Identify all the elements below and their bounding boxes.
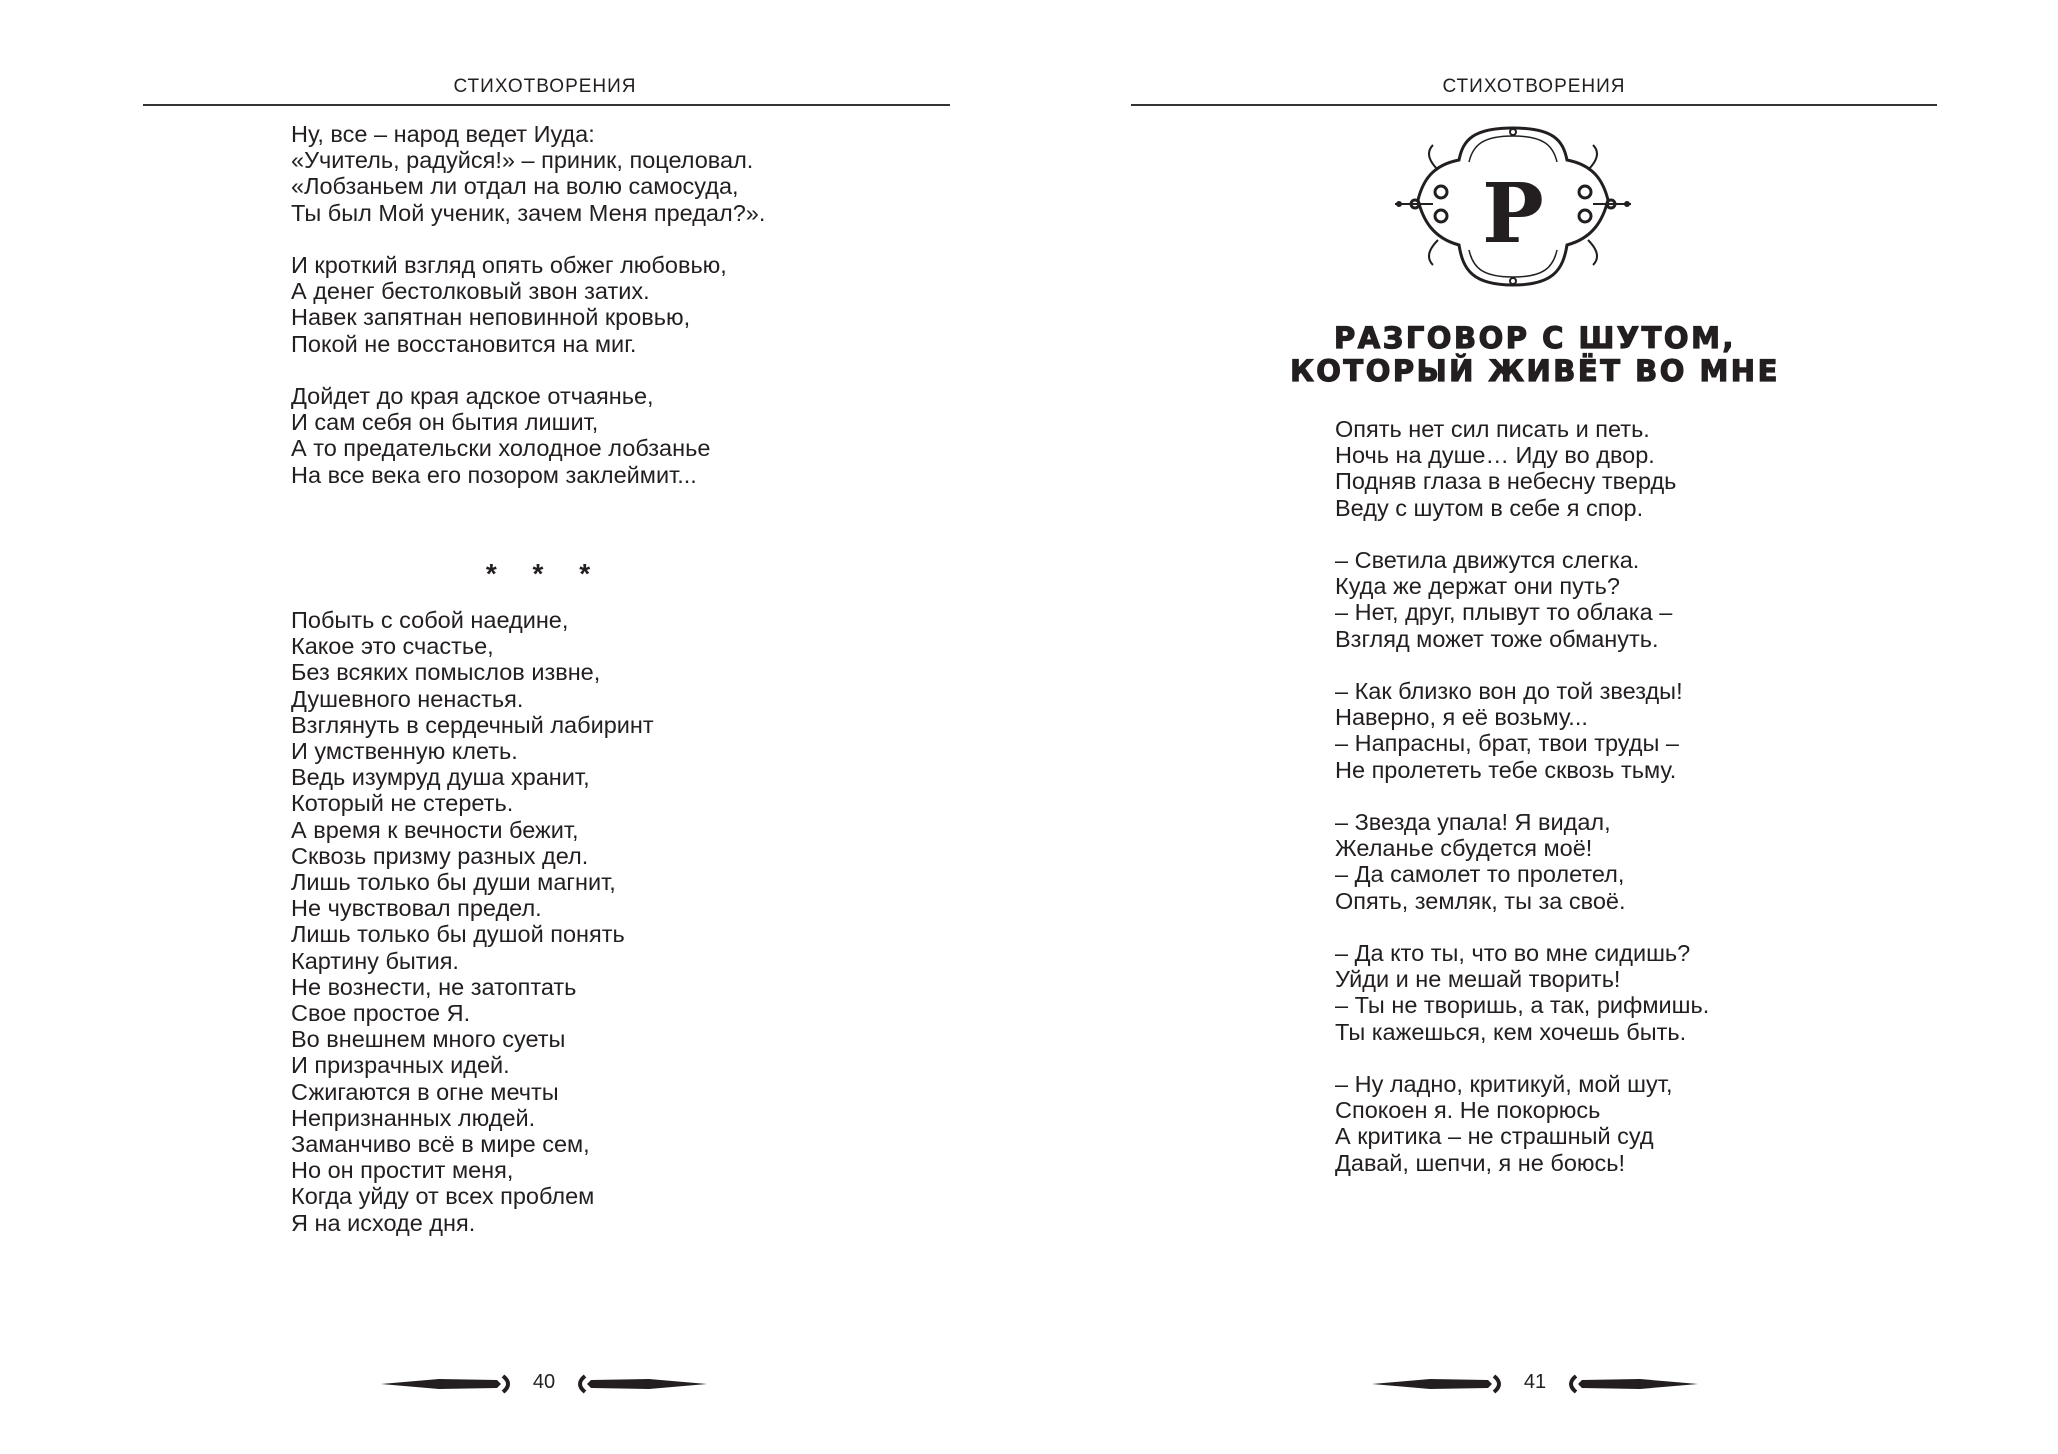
verse-line: На все века его позором заклеймит...	[291, 461, 697, 488]
verse-line: И умственную клеть.	[291, 738, 518, 765]
verse-line: Навек запятнан неповинной кровью,	[291, 304, 691, 331]
verse-line: Опять нет сил писать и петь.	[1335, 416, 1650, 442]
verse-line: Подняв глаза в небесну твердь	[1335, 468, 1677, 495]
ornamental-frame-icon	[1393, 120, 1633, 295]
verse-line: И призрачных идей.	[291, 1052, 510, 1079]
stanza	[1335, 1071, 1709, 1176]
verse-line: – Звезда упала! Я видал,	[1335, 809, 1611, 835]
verse-line: Душевного ненастья.	[291, 685, 524, 712]
verse-line: Взглянуть в сердечный лабиринт	[291, 711, 654, 738]
verse-line: А критика – не страшный суд	[1335, 1123, 1654, 1150]
verse-line: Не пролететь тебе сквозь тьму.	[1335, 756, 1677, 783]
verse-line: Спокоен я. Не покорюсь	[1335, 1097, 1601, 1124]
verse-line: Когда уйду от всех проблем	[291, 1183, 595, 1210]
poem-alone	[291, 607, 654, 1236]
verse-line: Заманчиво всё в мире сем,	[291, 1131, 590, 1158]
verse-line: Картину бытия.	[291, 947, 459, 974]
verse-line: Непризнанных людей.	[291, 1104, 536, 1131]
verse-line: Побыть с собой наедине,	[291, 607, 569, 633]
verse-line: Дойдет до края адское отчаянье,	[291, 383, 654, 409]
verse-line: Покой не восстановится на миг.	[291, 330, 637, 357]
page-number: 41	[1523, 1371, 1547, 1393]
header-rule-left	[143, 104, 950, 106]
verse-line: Не чувствовал предел.	[291, 895, 542, 922]
verse-line: Ну, все – народ ведет Иуда:	[291, 121, 595, 147]
stanza	[291, 607, 654, 1236]
header-rule-right	[1131, 104, 1937, 106]
verse-line: Ведь изумруд душа хранит,	[291, 764, 590, 791]
verse-line: Ты был Мой ученик, зачем Меня предал?».	[291, 199, 766, 226]
verse-line: А то предательски холодное лобзанье	[291, 435, 711, 462]
verse-line: Лишь только бы души магнит,	[291, 869, 616, 896]
page-number: 40	[532, 1371, 556, 1393]
verse-line: Сжигаются в огне мечты	[291, 1078, 559, 1105]
verse-line: Веду с шутом в себе я спор.	[1335, 494, 1644, 521]
verse-line: Взгляд может тоже обмануть.	[1335, 625, 1659, 652]
verse-line: Лишь только бы душой понять	[291, 921, 625, 948]
verse-line: И сам себя он бытия лишит,	[291, 409, 599, 436]
stanza	[291, 383, 765, 488]
verse-line: Не вознести, не затоптать	[291, 973, 577, 1000]
verse-line: «Учитель, радуйся!» – приник, поцеловал.	[291, 147, 754, 174]
page-footer-right	[1370, 1366, 1700, 1402]
page-footer-left	[379, 1366, 709, 1402]
verse-line: Сквозь призму разных дел.	[291, 842, 589, 869]
verse-line: Свое простое Я.	[291, 1000, 471, 1027]
verse-line: – Нет, друг, плывут то облака –	[1335, 599, 1673, 626]
verse-line: – Как близко вон до той звезды!	[1335, 678, 1683, 704]
verse-line: Но он простит меня,	[291, 1157, 514, 1184]
verse-line: Опять, земляк, ты за своё.	[1335, 887, 1626, 914]
verse-line: – Да кто ты, что во мне сидишь?	[1335, 940, 1691, 966]
verse-line: Какое это счастье,	[291, 633, 494, 660]
verse-line: – Да самолет то пролетел,	[1335, 861, 1625, 888]
drop-cap-letter: Р	[1482, 166, 1544, 262]
verse-line: И кроткий взгляд опять обжег любовью,	[291, 252, 727, 278]
stanza	[291, 121, 765, 226]
running-head-left: СТИХОТВОРЕНИЯ	[453, 76, 637, 97]
verse-line: Наверно, я её возьму...	[1335, 704, 1588, 731]
verse-line: – Ты не творишь, а так, рифмишь.	[1335, 992, 1710, 1019]
verse-line: «Лобзаньем ли отдал на волю самосуда,	[291, 173, 739, 200]
running-head-right: СТИХОТВОРЕНИЯ	[1442, 76, 1626, 97]
verse-line: Я на исходе дня.	[291, 1209, 476, 1236]
verse-line: Желанье сбудется моё!	[1335, 835, 1593, 862]
stanza	[1335, 940, 1709, 1045]
verse-line: Давай, шепчи, я не боюсь!	[1335, 1149, 1626, 1176]
verse-line: А время к вечности бежит,	[291, 816, 579, 843]
verse-line: Ночь на душе… Иду во двор.	[1335, 442, 1655, 469]
verse-line: – Светила движутся слегка.	[1335, 547, 1640, 573]
section-separator: * * *	[485, 558, 605, 589]
verse-line: А денег бестолковый звон затих.	[291, 278, 650, 305]
verse-line: Который не стереть.	[291, 790, 514, 817]
title-line: КОТОРЫЙ ЖИВЁТ ВО МНЕ	[1290, 354, 1780, 388]
verse-line: Без всяких помыслов извне,	[291, 659, 601, 686]
poem-judas	[291, 121, 765, 488]
verse-line: Уйди и не мешай творить!	[1335, 966, 1621, 993]
stanza	[1335, 547, 1709, 652]
poem-jester	[1335, 416, 1709, 1176]
drop-cap-ornament	[1393, 120, 1633, 295]
verse-line: Ты кажешься, кем хочешь быть.	[1335, 1018, 1687, 1045]
verse-line: Куда же держат они путь?	[1335, 573, 1620, 600]
stanza	[291, 252, 765, 357]
stanza	[1335, 416, 1709, 521]
verse-line: – Ну ладно, критикуй, мой шут,	[1335, 1071, 1673, 1097]
stanza	[1335, 809, 1709, 914]
poem-title	[1230, 322, 1840, 388]
title-line: РАЗГОВОР С ШУТОМ,	[1334, 321, 1736, 355]
stanza	[1335, 678, 1709, 783]
verse-line: – Напрасны, брат, твои труды –	[1335, 730, 1679, 757]
verse-line: Во внешнем много суеты	[291, 1026, 566, 1053]
